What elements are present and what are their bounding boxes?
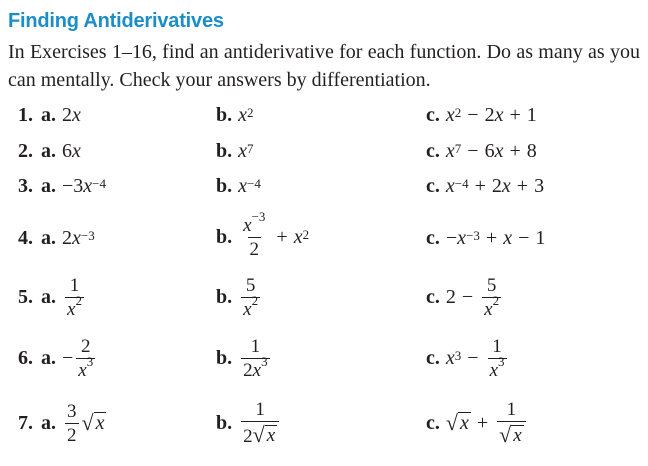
exercise-number: 6. [18, 346, 33, 369]
part-label: a. [41, 139, 56, 162]
part-label: a. [41, 174, 56, 197]
part-label: a. [41, 411, 56, 434]
expression: x $^2$ [238, 103, 254, 126]
expression: 6 x [62, 139, 81, 162]
part-label: b. [216, 225, 233, 248]
part-label: c. [426, 103, 440, 126]
part-label: b. [216, 139, 233, 162]
exercise-7a [18, 397, 106, 449]
part-label: a. [41, 103, 56, 126]
exercise-5b [216, 272, 263, 322]
exercise-7b [216, 397, 282, 449]
expression: − $\frac{2}{x^3}$ [62, 335, 94, 381]
part-label: c. [426, 346, 440, 369]
expression: x $^3$ − $\frac{1}{x^3}$ [445, 335, 505, 381]
part-label: b. [216, 174, 233, 197]
expression: − x $^{-3}$ + x − 1 [445, 226, 546, 249]
expression: $\frac{3}{2}$ √ x [67, 400, 105, 446]
part-label: b. [216, 346, 233, 369]
expression: 2 − $\frac{5}{x^2}$ [445, 274, 500, 320]
part-label: b. [216, 103, 233, 126]
part-label: a. [41, 226, 56, 249]
exercise-3a [18, 166, 106, 206]
expression: x $^7$ [238, 139, 254, 162]
section-title: Finding Antiderivatives [8, 10, 224, 32]
part-label: c. [426, 285, 440, 308]
expression: 2 x [62, 103, 81, 126]
expression: x $^{-4}$ [238, 174, 261, 197]
exercise-4a [18, 216, 95, 260]
part-label: c. [426, 174, 440, 197]
exercise-5a [18, 272, 87, 322]
part-label: a. [41, 346, 56, 369]
exercise-6c [426, 333, 510, 383]
exercise-5c [426, 272, 504, 322]
part-label: b. [216, 411, 233, 434]
exercise-2b [216, 131, 254, 171]
exercise-6b [216, 333, 273, 383]
part-label: b. [216, 285, 233, 308]
exercise-3c [426, 166, 544, 206]
exercise-2c [426, 131, 537, 171]
exercise-2a [18, 131, 81, 171]
expression: 2 x $^{-3}$ [62, 226, 95, 249]
exercise-6a [18, 333, 98, 383]
exercise-number: 3. [18, 174, 33, 197]
exercise-number: 2. [18, 139, 33, 162]
exercise-4b [216, 209, 310, 262]
exercise-1b [216, 95, 254, 135]
expression: x $^2$ − 2 x + 1 [445, 103, 537, 126]
expression: −3 x $^{-4}$ [62, 174, 107, 197]
exercise-number: 7. [18, 411, 33, 434]
expression: x $^{-4}$ + 2 x + 3 [445, 174, 545, 197]
expression: $\frac{1}{2x^3}$ [243, 335, 268, 381]
expression: 1 2 √ x [238, 400, 282, 446]
exercise-3b [216, 166, 261, 206]
exercise-7c [426, 397, 529, 449]
expression: $\frac{x^{-3}}{2}$ + x $^2$ [243, 209, 310, 260]
exercise-number: 5. [18, 285, 33, 308]
exercise-number: 1. [18, 103, 33, 126]
expression: $\frac{1}{x^2}$ [67, 274, 82, 320]
part-label: c. [426, 226, 440, 249]
part-label: c. [426, 139, 440, 162]
expression: $\frac{5}{x^2}$ [243, 274, 259, 320]
part-label: a. [41, 285, 56, 308]
exercise-4c [426, 216, 545, 260]
exercise-1a [18, 95, 81, 135]
expression: √ x + 1 √ x [446, 400, 529, 446]
exercise-1c [426, 95, 537, 135]
exercise-number: 4. [18, 226, 33, 249]
part-label: c. [426, 411, 440, 434]
expression: x $^7$ − 6 x + 8 [445, 139, 537, 162]
instructions: In Exercises 1–16, find an antiderivative for each function. Do as many as you can mentally. Check your answers by differentiation. [8, 41, 640, 91]
